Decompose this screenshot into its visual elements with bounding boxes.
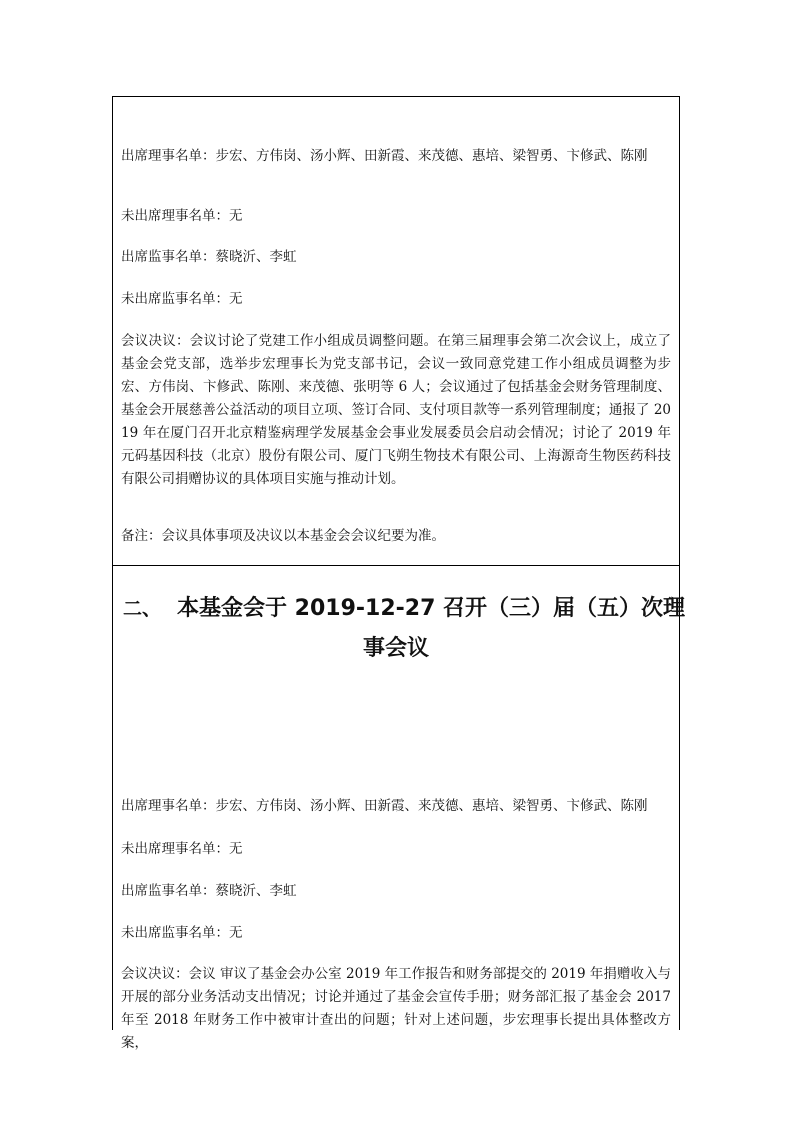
attending-directors-1: 出席理事名单：步宏、方伟岗、汤小辉、田新霞、来茂德、惠培、梁智勇、卞修武、陈刚: [121, 148, 648, 164]
note-1: 备注：会议具体事项及决议以本基金会会议纪要为准。: [121, 528, 445, 544]
absent-directors-2: 未出席理事名单：无: [121, 841, 243, 857]
section-title-line1: 本基金会于 2019-12-27 召开（三）届（五）次理: [177, 596, 686, 621]
meeting-record-box-1: [112, 96, 680, 566]
attending-directors-2: 出席理事名单：步宏、方伟岗、汤小辉、田新霞、来茂德、惠培、梁智勇、卞修武、陈刚: [121, 798, 648, 814]
attending-supervisors-1: 出席监事名单：蔡晓沂、李虹: [121, 249, 297, 265]
meeting-record-box-2: [112, 565, 686, 1051]
resolution-1: 会议决议：会议讨论了党建工作小组成员调整问题。在第三届理事会第二次会议上，成立了基金会党支部，选举步宏理事长为党支部书记，会议一致同意党建工作小组成员调整为步宏、方伟岗、卞修武、陈刚、来茂德、张明等 6 人；会议通过了包括基金会财务管理制度、基金会开展慈善公益活动的项目立项、签订合同、支付项目款等一系列管理制度；通报了 2019 年在厦门召开北京精鉴病理学发展基金会事业发展委员会启动会情况；讨论了 2019 年元码基因科技（北京）股份有限公司、厦门飞朔生物技术有限公司、上海源奇生物医药科技有限公司捐赠协议的具体项目实施与推动计划。: [121, 333, 671, 487]
resolution-2: 会议决议：会议 审议了基金会办公室 2019 年工作报告和财务部提交的 2019 年捐赠收入与开展的部分业务活动支出情况；讨论并通过了基金会宣传手册；财务部汇报了基金会 2017 年至 2018 年财务工作中被审计查出的问题；针对上述问题，步宏理事长提出具体整改方案，: [121, 966, 671, 1051]
absent-directors-1: 未出席理事名单：无: [121, 208, 243, 224]
section-number: 二、: [123, 598, 162, 620]
section-title-line2: 事会议: [362, 636, 429, 661]
absent-supervisors-2: 未出席监事名单：无: [121, 925, 243, 941]
absent-supervisors-1: 未出席监事名单：无: [121, 291, 243, 307]
attending-supervisors-2: 出席监事名单：蔡晓沂、李虹: [121, 883, 297, 899]
